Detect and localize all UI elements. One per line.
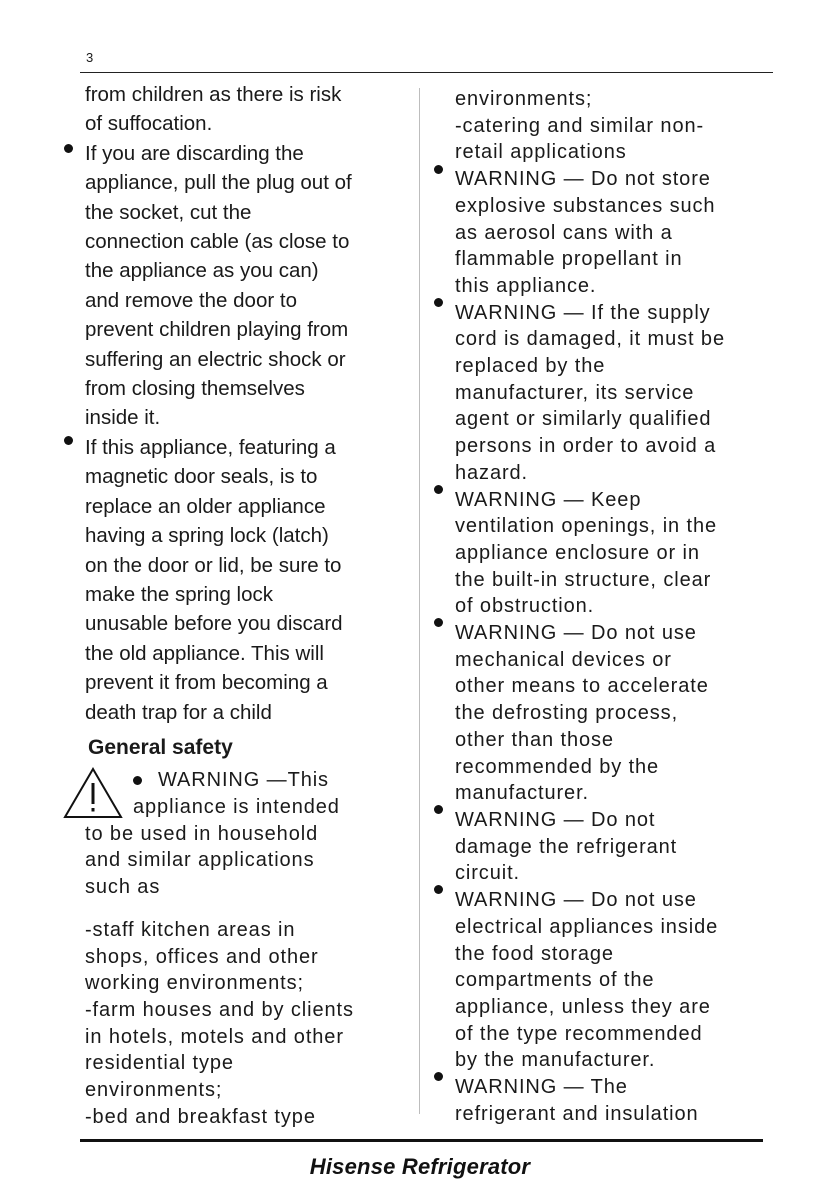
text-line: replaced by the bbox=[455, 355, 606, 378]
text-line: WARNING — Keep bbox=[455, 488, 642, 511]
right-column bbox=[455, 86, 777, 1127]
text-line: other means to accelerate bbox=[455, 675, 709, 698]
text-line: connection cable (as close to bbox=[85, 230, 350, 254]
text-line: from children as there is risk bbox=[85, 83, 342, 106]
text-line: the old appliance. This will bbox=[85, 641, 324, 665]
left-column bbox=[85, 80, 410, 727]
text-line: WARNING — If the supply bbox=[455, 301, 711, 324]
text-line: refrigerant and insulation bbox=[455, 1102, 699, 1125]
bullet-icon bbox=[434, 485, 443, 494]
text-line: suffering an electric shock or bbox=[85, 347, 346, 371]
text-line: ventilation openings, in the bbox=[455, 515, 718, 538]
text-line: the defrosting process, bbox=[455, 702, 679, 725]
text-line: having a spring lock (latch) bbox=[85, 524, 329, 548]
text-line: other than those bbox=[455, 728, 614, 751]
text-line: If this appliance, featuring a bbox=[85, 435, 336, 459]
bullet-icon bbox=[133, 776, 142, 785]
text-line: prevent children playing from bbox=[85, 318, 349, 342]
bullet-icon bbox=[434, 298, 443, 307]
general-safety-block bbox=[85, 766, 415, 1130]
text-line: damage the refrigerant bbox=[455, 835, 678, 858]
text-line: recommended by the bbox=[455, 755, 660, 778]
text-line: and similar applications bbox=[85, 849, 315, 872]
footer-brand-logo: Hisense Refrigerator bbox=[309, 1154, 531, 1179]
bullet-icon bbox=[64, 144, 73, 153]
bullet-icon bbox=[434, 165, 443, 174]
text-line: agent or similarly qualified bbox=[455, 408, 712, 431]
text-line: the socket, cut the bbox=[85, 200, 252, 224]
text-line: environments; bbox=[85, 1079, 223, 1102]
text-line: and remove the door to bbox=[85, 288, 297, 312]
text-line: environments; bbox=[455, 88, 593, 110]
text-line: appliance enclosure or in bbox=[455, 541, 700, 564]
text-line: by the manufacturer. bbox=[455, 1049, 656, 1072]
bullet-icon bbox=[434, 618, 443, 627]
text-line: compartments of the bbox=[455, 969, 655, 992]
text-line: the built-in structure, clear bbox=[455, 568, 712, 591]
text-line: hazard. bbox=[455, 461, 529, 484]
text-line: inside it. bbox=[85, 406, 161, 430]
bullet-icon bbox=[64, 436, 73, 445]
text-line: -farm houses and by clients bbox=[85, 998, 354, 1021]
text-line: death trap for a child bbox=[85, 700, 272, 724]
text-line: of obstruction. bbox=[455, 595, 595, 618]
bullet-icon bbox=[434, 1072, 443, 1081]
section-heading: General safety bbox=[88, 736, 233, 759]
text-line: in hotels, motels and other bbox=[85, 1025, 344, 1048]
column-divider bbox=[419, 88, 420, 1114]
text-line: magnetic door seals, is to bbox=[85, 465, 318, 489]
text-line: on the door or lid, be sure to bbox=[85, 553, 342, 577]
text-line: from closing themselves bbox=[85, 377, 305, 401]
text-line: If you are discarding the bbox=[85, 141, 304, 165]
text-line: persons in order to avoid a bbox=[455, 435, 717, 458]
text-line: make the spring lock bbox=[85, 582, 274, 606]
header-rule bbox=[80, 72, 773, 73]
text-line: electrical appliances inside bbox=[455, 915, 719, 938]
text-line: WARNING — Do not bbox=[455, 808, 656, 831]
text-line: retail applications bbox=[455, 141, 627, 164]
text-line: residential type bbox=[85, 1052, 234, 1075]
text-line: WARNING — The bbox=[455, 1076, 628, 1099]
text-line: manufacturer. bbox=[455, 782, 589, 805]
text-line: -bed and breakfast type bbox=[85, 1105, 316, 1128]
text-line: this appliance. bbox=[455, 274, 597, 297]
text-line: of suffocation. bbox=[85, 112, 213, 136]
text-line: explosive substances such bbox=[455, 194, 716, 217]
text-line: appliance, unless they are bbox=[455, 995, 711, 1018]
bullet-icon bbox=[434, 805, 443, 814]
text-line: the appliance as you can) bbox=[85, 259, 319, 283]
text-line: appliance is intended bbox=[133, 796, 340, 818]
text-line: flammable propellant in bbox=[455, 248, 683, 271]
text-line: to be used in household bbox=[85, 822, 319, 845]
text-line: unusable before you discard bbox=[85, 612, 343, 636]
text-line: replace an older appliance bbox=[85, 494, 326, 518]
bullet-icon bbox=[434, 885, 443, 894]
text-line: shops, offices and other bbox=[85, 945, 319, 968]
text-line: such as bbox=[85, 876, 161, 899]
text-line: of the type recommended bbox=[455, 1022, 703, 1045]
footer-rule bbox=[80, 1139, 763, 1142]
text-line: as aerosol cans with a bbox=[455, 221, 673, 244]
text-line: WARNING — Do not store bbox=[455, 168, 711, 191]
text-line: working environments; bbox=[85, 972, 304, 995]
text-line: mechanical devices or bbox=[455, 648, 672, 671]
text-line: circuit. bbox=[455, 862, 520, 885]
text-line: WARNING — Do not use bbox=[455, 622, 697, 645]
page-number: 3 bbox=[86, 50, 94, 65]
text-line: manufacturer, its service bbox=[455, 381, 695, 404]
text-line: -staff kitchen areas in bbox=[85, 918, 296, 941]
text-line: appliance, pull the plug out of bbox=[85, 171, 352, 195]
text-line: the food storage bbox=[455, 942, 614, 965]
text-line: WARNING — Do not use bbox=[455, 889, 697, 912]
text-line: WARNING —This bbox=[158, 768, 329, 791]
text-line: cord is damaged, it must be bbox=[455, 328, 725, 351]
text-line: prevent it from becoming a bbox=[85, 671, 328, 695]
text-line: -catering and similar non- bbox=[455, 114, 705, 137]
